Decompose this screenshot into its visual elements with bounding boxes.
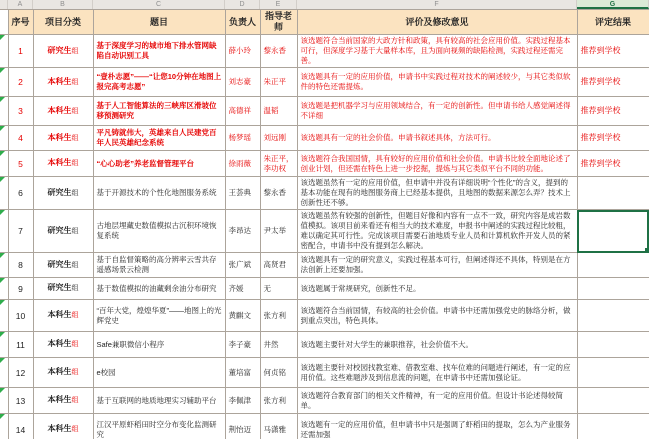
- category-suffix-label: 组: [71, 312, 79, 319]
- cell-comment[interactable]: 该选题具有一定的研究意义，实践过程基本可行，但阐述得还不具体，特别是在方法创新上还要加强。: [297, 253, 577, 278]
- row-gutter: [0, 126, 8, 151]
- category-main-label: 本科生: [47, 76, 72, 86]
- error-indicator-icon: [0, 300, 5, 305]
- error-indicator-icon: [0, 35, 5, 40]
- header-gutter: [0, 10, 8, 35]
- cell-result[interactable]: [577, 414, 649, 439]
- cell-number[interactable]: 9: [8, 278, 33, 300]
- category-main-label: 研究生: [47, 259, 72, 269]
- cell-leader[interactable]: 张广斌: [225, 253, 260, 278]
- cell-advisor[interactable]: 何贞铭: [260, 358, 297, 388]
- column-letter-e[interactable]: E: [260, 0, 297, 9]
- cell-leader[interactable]: 董培富: [225, 358, 260, 388]
- cell-result[interactable]: 推荐到学校: [577, 126, 649, 151]
- row-gutter: [0, 278, 8, 300]
- cell-title[interactable]: “百年大党，煌煌华夏”——地图上的光辉党史: [93, 300, 225, 332]
- cell-result[interactable]: 推荐到学校: [577, 97, 649, 126]
- error-indicator-icon: [0, 126, 5, 131]
- cell-leader[interactable]: 薛小玲: [225, 35, 260, 68]
- error-indicator-icon: [0, 253, 5, 258]
- header-category[interactable]: 项目分类: [33, 10, 93, 35]
- cell-category[interactable]: [33, 414, 93, 439]
- cell-advisor[interactable]: 张方利: [260, 388, 297, 414]
- category-suffix-label: 组: [71, 134, 79, 142]
- cell-result-selected[interactable]: [577, 210, 649, 253]
- category-main-label: 研究生: [47, 187, 72, 197]
- category-suffix-label: 组: [71, 285, 79, 292]
- table-row: [0, 210, 649, 253]
- cell-result[interactable]: 推荐到学校: [577, 35, 649, 68]
- cell-comment[interactable]: 该选题符合教育部门的相关文件精神，有一定的应用价值。但设计书论述得较简单。: [297, 388, 577, 414]
- row-gutter: [0, 332, 8, 358]
- column-letter-d[interactable]: D: [225, 0, 260, 9]
- cell-result[interactable]: [577, 278, 649, 300]
- cell-comment[interactable]: 该选题主要针对校园找教室难、借教室难、找车位难的问题进行阐述，有一定的应用价值。这些难题涉及到信息流的问题，在申请书中还需加强论证。: [297, 358, 577, 388]
- cell-advisor[interactable]: 马潇雅: [260, 414, 297, 439]
- cell-comment[interactable]: 该选题符合当前国家的大政方针和政策，具有较高的社会应用价值。实践过程基本可行，但深度学习基于大量样本库，且为面向视频的缺陷检测，实践过程还需完善。: [297, 35, 577, 68]
- cell-number[interactable]: 5: [8, 151, 33, 177]
- category-suffix-label: 组: [71, 341, 79, 348]
- error-indicator-icon: [0, 177, 5, 182]
- cell-category[interactable]: [33, 126, 93, 151]
- cell-comment[interactable]: 该选题符合当前国情，有较高的社会价值。申请书中还需加强党史的脉络分析，做到重点突出，特色具体。: [297, 300, 577, 332]
- cell-advisor[interactable]: 朱正平: [260, 68, 297, 97]
- table-row: [0, 278, 649, 300]
- cell-leader[interactable]: 杨梦瑶: [225, 126, 260, 151]
- error-indicator-icon: [0, 278, 5, 283]
- cell-advisor[interactable]: 高贤君: [260, 253, 297, 278]
- cell-category[interactable]: [33, 151, 93, 177]
- cell-advisor[interactable]: 井然: [260, 332, 297, 358]
- cell-advisor[interactable]: 尹太举: [260, 210, 297, 253]
- cell-result[interactable]: [577, 253, 649, 278]
- header-advisor[interactable]: 指导老师: [260, 10, 297, 35]
- category-suffix-label: 组: [71, 160, 79, 167]
- table-row: [0, 332, 649, 358]
- cell-result[interactable]: [577, 388, 649, 414]
- cell-category[interactable]: [33, 35, 93, 68]
- cell-title[interactable]: 基于深度学习的城市地下排水管网缺陷自动识别工具: [93, 35, 225, 68]
- cell-leader[interactable]: 李昂达: [225, 210, 260, 253]
- cell-leader[interactable]: 李佩津: [225, 388, 260, 414]
- cell-result[interactable]: 推荐到学校: [577, 151, 649, 177]
- cell-advisor[interactable]: 黎永香: [260, 177, 297, 210]
- cell-title[interactable]: “心心助老”养老监督管理平台: [93, 151, 225, 177]
- cell-category[interactable]: [33, 332, 93, 358]
- column-letter-c[interactable]: C: [93, 0, 225, 9]
- cell-advisor[interactable]: 无: [260, 278, 297, 300]
- cell-comment[interactable]: 该选题属于常规研究，创新性不足。: [297, 278, 577, 300]
- cell-advisor[interactable]: 张方利: [260, 300, 297, 332]
- cell-category[interactable]: [33, 97, 93, 126]
- cell-comment[interactable]: 该选题有一定的应用价值，但申请书中只是强调了虾稻田的提取，怎么为产业服务还需加强: [297, 414, 577, 439]
- cell-comment[interactable]: 该选题虽然有较强的创新性，但题目好像和内容有一点不一致，研究内容是成岩数值模拟。该项目前来看还有相当大的技术难度，申报书中阐述的实践过程比较粗，难以确定其可行性。完成该项目需要石油地质专业人员和计算机软件开发人员的紧密配合，申请书中没有提到怎么解决。: [297, 210, 577, 253]
- cell-title[interactable]: 江汉平原虾稻田时空分布变化监测研究: [93, 414, 225, 439]
- category-main-label: 研究生: [47, 45, 72, 55]
- cell-leader[interactable]: 齐媛: [225, 278, 260, 300]
- cell-category[interactable]: [33, 68, 93, 97]
- category-suffix-label: 组: [71, 189, 79, 197]
- error-indicator-icon: [0, 151, 5, 156]
- table-row: [0, 68, 649, 97]
- cell-comment[interactable]: 该选题虽然有一定的应用价值，但申请中并没有详细说明“个性化”的含义，提到的基本功能在现有的地图服务商上已经基本提供，且地图的数据来源怎么弄？技术上创新性还不够。: [297, 177, 577, 210]
- category-main-label: 本科生: [47, 395, 72, 404]
- category-main-label: 研究生: [47, 283, 72, 292]
- review-table: [0, 9, 649, 439]
- category-suffix-label: 组: [71, 261, 79, 269]
- row-gutter: [0, 414, 8, 439]
- column-letter-a[interactable]: A: [8, 0, 33, 9]
- cell-result[interactable]: [577, 177, 649, 210]
- category-main-label: 本科生: [47, 424, 72, 433]
- row-gutter: [0, 68, 8, 97]
- category-main-label: 本科生: [47, 105, 72, 115]
- cell-category[interactable]: [33, 388, 93, 414]
- cell-leader[interactable]: 荆怡迈: [225, 414, 260, 439]
- cell-title[interactable]: 古地层埋藏史数值模拟古沉积环境恢复系统: [93, 210, 225, 253]
- cell-comment[interactable]: 该选题符合我国国情，具有较好的应用价值和社会价值。申请书比较全面地论述了创业计划，但还需在特色上进一步挖掘，提炼与其它类似平台不同的功能。: [297, 151, 577, 177]
- table-row: [0, 35, 649, 68]
- cell-title[interactable]: 基于数值模拟的油藏剩余油分布研究: [93, 278, 225, 300]
- row-gutter: [0, 97, 8, 126]
- header-row: [0, 10, 649, 35]
- cell-result[interactable]: [577, 358, 649, 388]
- cell-advisor[interactable]: 朱正平，李功权: [260, 151, 297, 177]
- cell-title[interactable]: 基于人工智能算法的三峡库区滑坡位移预测研究: [93, 97, 225, 126]
- category-suffix-label: 组: [71, 227, 79, 235]
- cell-title[interactable]: “壹朴志愿”——“让您10分钟在地图上报完高考志愿”: [93, 68, 225, 97]
- cell-title[interactable]: 平凡铸就伟大，英雄来自人民建党百年人民英雄纪念系统: [93, 126, 225, 151]
- cell-leader[interactable]: 李子豪: [225, 332, 260, 358]
- table-row: [0, 253, 649, 278]
- cell-result[interactable]: [577, 300, 649, 332]
- error-indicator-icon: [0, 210, 5, 215]
- header-result[interactable]: 评定结果: [577, 10, 649, 35]
- error-indicator-icon: [0, 388, 5, 393]
- row-gutter: [0, 253, 8, 278]
- table-row: [0, 151, 649, 177]
- row-gutter: [0, 177, 8, 210]
- row-gutter: [0, 151, 8, 177]
- row-gutter: [0, 358, 8, 388]
- cell-number[interactable]: 1: [8, 35, 33, 68]
- error-indicator-icon: [0, 332, 5, 337]
- cell-advisor[interactable]: 温韬: [260, 97, 297, 126]
- category-suffix-label: 组: [71, 107, 79, 115]
- column-letter-strip: [0, 0, 649, 9]
- cell-comment[interactable]: 该选题具有一定的应用价值，申请书中实践过程对技术的阐述较少，与其它类似软件的特色还需提炼。: [297, 68, 577, 97]
- header-title[interactable]: 题目: [93, 10, 225, 35]
- cell-category[interactable]: [33, 210, 93, 253]
- cell-comment[interactable]: 该选题主要针对大学生的兼职推荐，社会价值不大。: [297, 332, 577, 358]
- cell-number[interactable]: 3: [8, 97, 33, 126]
- cell-number[interactable]: 14: [8, 414, 33, 439]
- cell-title[interactable]: 基于开源技术的个性化地图服务系统: [93, 177, 225, 210]
- table-row: [0, 388, 649, 414]
- column-letter-b[interactable]: B: [33, 0, 93, 9]
- header-number[interactable]: 序号: [8, 10, 33, 35]
- cell-title[interactable]: 基于自监督策略的高分辨率云雪共存遥感场景云检测: [93, 253, 225, 278]
- cell-result[interactable]: [577, 332, 649, 358]
- cell-number[interactable]: 6: [8, 177, 33, 210]
- cell-leader[interactable]: 高德祥: [225, 97, 260, 126]
- category-main-label: 研究生: [47, 225, 72, 235]
- cell-category[interactable]: [33, 358, 93, 388]
- row-gutter: [0, 35, 8, 68]
- category-main-label: 本科生: [47, 367, 72, 376]
- table-row: [0, 414, 649, 439]
- cell-leader[interactable]: 徐雨薇: [225, 151, 260, 177]
- cell-title[interactable]: 基于互联网的地质地理实习辅助平台: [93, 388, 225, 414]
- category-main-label: 本科生: [47, 132, 72, 142]
- cell-advisor[interactable]: 刘远刚: [260, 126, 297, 151]
- category-suffix-label: 组: [71, 369, 79, 376]
- cell-number[interactable]: 11: [8, 332, 33, 358]
- cell-category[interactable]: [33, 278, 93, 300]
- category-main-label: 本科生: [47, 339, 72, 348]
- cell-number[interactable]: 2: [8, 68, 33, 97]
- error-indicator-icon: [0, 414, 5, 419]
- row-gutter: [0, 300, 8, 332]
- corner-gutter: [0, 0, 8, 9]
- cell-leader[interactable]: 刘志豪: [225, 68, 260, 97]
- error-indicator-icon: [0, 358, 5, 363]
- table-row: [0, 177, 649, 210]
- cell-leader[interactable]: 王荟典: [225, 177, 260, 210]
- category-suffix-label: 组: [71, 397, 79, 404]
- cell-number[interactable]: 12: [8, 358, 33, 388]
- cell-title[interactable]: Safe兼职微信小程序: [93, 332, 225, 358]
- cell-title[interactable]: e校园: [93, 358, 225, 388]
- cell-category[interactable]: [33, 300, 93, 332]
- cell-number[interactable]: 10: [8, 300, 33, 332]
- cell-number[interactable]: 7: [8, 210, 33, 253]
- cell-number[interactable]: 4: [8, 126, 33, 151]
- row-gutter: [0, 210, 8, 253]
- table-row: [0, 358, 649, 388]
- category-main-label: 本科生: [47, 310, 72, 319]
- category-suffix-label: 组: [71, 78, 79, 86]
- column-letter-g-selected[interactable]: G: [577, 0, 649, 9]
- cell-number[interactable]: 8: [8, 253, 33, 278]
- header-comment[interactable]: 评价及修改意见: [297, 10, 577, 35]
- category-main-label: 本科生: [47, 158, 72, 167]
- table-row: [0, 97, 649, 126]
- category-suffix-label: 组: [71, 426, 79, 433]
- column-letter-f[interactable]: F: [297, 0, 577, 9]
- error-indicator-icon: [0, 68, 5, 73]
- cell-result[interactable]: 推荐到学校: [577, 68, 649, 97]
- header-leader[interactable]: 负责人: [225, 10, 260, 35]
- cell-comment[interactable]: 该选题具有一定的社会价值。申请书叙述具体，方法可行。: [297, 126, 577, 151]
- cell-category[interactable]: [33, 177, 93, 210]
- cell-number[interactable]: 13: [8, 388, 33, 414]
- error-indicator-icon: [0, 97, 5, 102]
- table-row: [0, 300, 649, 332]
- row-gutter: [0, 388, 8, 414]
- cell-advisor[interactable]: 黎永香: [260, 35, 297, 68]
- cell-comment[interactable]: 该选题是把机器学习与应用领域结合，有一定的创新性。但申请书给人感觉阐述得不详细: [297, 97, 577, 126]
- cell-category[interactable]: [33, 253, 93, 278]
- cell-leader[interactable]: 黄麒文: [225, 300, 260, 332]
- table-row: [0, 126, 649, 151]
- category-suffix-label: 组: [71, 47, 79, 55]
